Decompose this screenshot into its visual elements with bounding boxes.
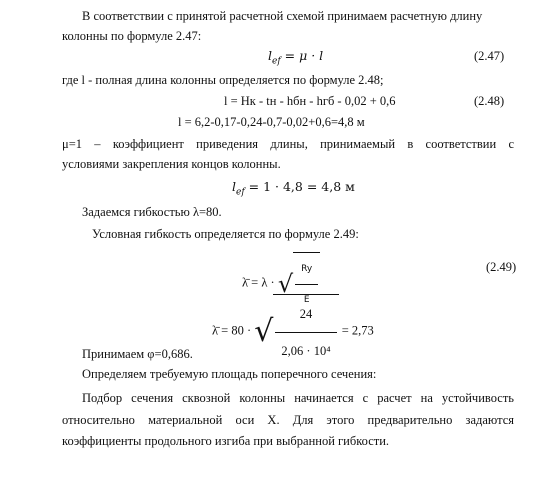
fraction-denominator: E <box>303 295 310 305</box>
fraction-denominator: 2,06 · 10⁴ <box>281 344 331 358</box>
paragraph-line: Определяем требуемую площадь поперечного сечения: <box>82 367 377 381</box>
formula-2-48: l = Hк - tн - hбн - hгб - 0,02 + 0,6 <box>224 94 396 108</box>
equation-number: (2.47) <box>474 49 505 63</box>
formula-lhs-sub: ef <box>272 56 281 67</box>
equation-number: (2.49) <box>486 260 517 274</box>
radicand <box>273 294 338 369</box>
sqrt-sign: √ <box>277 269 294 298</box>
formula-2-48-calc: l = 6,2-0,17-0,24-0,7-0,02+0,6=4,8 м <box>178 115 365 129</box>
fraction-numerator: Ry <box>295 254 318 285</box>
formula-rhs: = μ · l <box>284 48 324 63</box>
paragraph-line: Принимаем φ=0,686. <box>82 347 193 361</box>
paragraph-line: где l - полная длина колонны определяется по формуле 2.48; <box>62 73 384 87</box>
formula-lhs: λ̄ = λ · <box>242 275 275 290</box>
paragraph-line: Подбор сечения сквозной колонны начинается с расчет на устойчивость <box>82 391 514 405</box>
formula-lef-value <box>232 179 355 201</box>
paragraph-line: коэффициенты продольного изгиба при выбранной гибкости. <box>62 434 390 448</box>
equation-number: (2.48) <box>474 94 505 108</box>
formula-lhs: l <box>268 48 272 63</box>
formula-rhs: = 1 · 4,8 = 4,8 м <box>248 179 355 194</box>
formula-2-49-calc <box>212 294 374 369</box>
formula-lhs: l <box>232 179 236 194</box>
paragraph-line: Задаемся гибкостью λ=80. <box>82 205 222 219</box>
sqrt-sign: √ <box>254 313 274 349</box>
paragraph-line: В соответствии с принятой расчетной схемой принимаем расчетную длину <box>82 9 483 23</box>
formula-lhs-sub: ef <box>236 187 245 198</box>
formula-rhs: = 2,73 <box>341 323 374 338</box>
paragraph-line: μ=1 – коэффициент приведения длины, принимаемый в соответствии с <box>62 137 514 151</box>
paragraph-line: колонны по формуле 2.47: <box>62 29 202 43</box>
formula-2-47 <box>268 48 323 70</box>
paragraph-line: условиями закрепления концов колонны. <box>62 157 281 171</box>
fraction-numerator: 24 <box>275 296 336 333</box>
paragraph-line: относительно материальной оси X. Для этого предварительно задаются <box>62 413 514 427</box>
formula-lhs: λ̄ = 80 · <box>212 323 252 338</box>
fraction <box>275 296 336 369</box>
paragraph-line: Условная гибкость определяется по формуле 2.49: <box>92 227 359 241</box>
